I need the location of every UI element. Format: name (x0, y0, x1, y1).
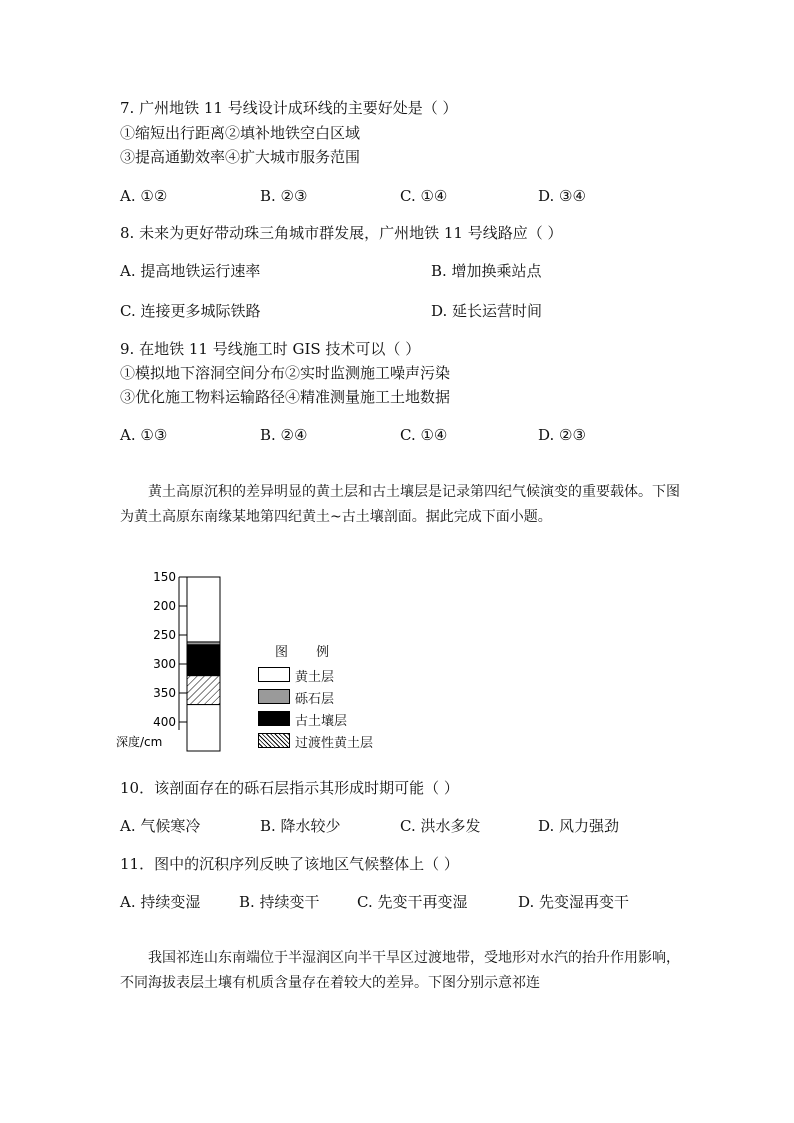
legend-swatch-3 (258, 733, 290, 748)
y-tick-label-250: 250 (153, 628, 176, 642)
y-axis-label: 深度/cm (116, 735, 163, 749)
y-tick-label-400: 400 (153, 715, 176, 729)
legend-label-0: 黄土层 (295, 670, 335, 685)
q9-item2: ③优化施工物料运输路径④精准测量施工土地数据 (120, 388, 451, 406)
q10-option-a[interactable]: A. 气候寒冷 (120, 817, 201, 835)
loess-profile-chart (110, 565, 410, 760)
layer-0 (187, 577, 220, 642)
legend-swatch-2 (258, 711, 290, 726)
y-tick-label-200: 200 (153, 599, 176, 613)
y-tick-label-150: 150 (153, 570, 176, 584)
q11-option-a[interactable]: A. 持续变湿 (120, 893, 201, 911)
legend-label-3: 过渡性黄土层 (295, 736, 374, 751)
q11-stem: 11．图中的沉积序列反映了该地区气候整体上（ ） (120, 855, 459, 873)
passage-loess: 黄土高原沉积的差异明显的黄土层和古土壤层是记录第四纪气候演变的重要载体。下图为黄土高原东南缘某地第四纪黄土~古土壤剖面。据此完成下面小题。 (120, 484, 680, 525)
q7-option-a[interactable]: A. ①② (120, 187, 168, 205)
q7-option-d[interactable]: D. ③④ (538, 187, 586, 205)
q11-option-b[interactable]: B. 持续变干 (239, 893, 320, 911)
q11-option-d[interactable]: D. 先变湿再变干 (518, 893, 630, 911)
q7-item1: ①缩短出行距离②填补地铁空白区域 (120, 124, 361, 142)
layer-3 (187, 676, 220, 705)
passage-qilian: 我国祁连山东南端位于半湿润区向半干旱区过渡地带，受地形对水汽的抬升作用影响，不同海拔表层土壤有机质含量存在着较大的差异。下图分别示意祁连 (120, 950, 680, 991)
q8-option-a[interactable]: A. 提高地铁运行速率 (120, 262, 261, 280)
q7-item2: ③提高通勤效率④扩大城市服务范围 (120, 148, 361, 166)
legend-label-2: 古土壤层 (295, 714, 348, 729)
q10-option-d[interactable]: D. 风力强劲 (538, 817, 620, 835)
layer-4 (187, 705, 220, 751)
q11-option-c[interactable]: C. 先变干再变湿 (357, 893, 468, 911)
q7-option-c[interactable]: C. ①④ (400, 187, 448, 205)
q8-stem: 8. 未来为更好带动珠三角城市群发展，广州地铁 11 号线路应（ ） (120, 224, 563, 242)
q10-stem: 10．该剖面存在的砾石层指示其形成时期可能（ ） (120, 779, 459, 797)
q8-option-b[interactable]: B. 增加换乘站点 (431, 262, 542, 280)
y-tick-label-300: 300 (153, 657, 176, 671)
q9-option-c[interactable]: C. ①④ (400, 426, 448, 444)
q10-option-b[interactable]: B. 降水较少 (260, 817, 341, 835)
q9-option-a[interactable]: A. ①③ (120, 426, 168, 444)
legend-label-1: 砾石层 (295, 692, 335, 707)
q9-item1: ①模拟地下溶洞空间分布②实时监测施工噪声污染 (120, 364, 451, 382)
q9-option-d[interactable]: D. ②③ (538, 426, 586, 444)
q9-option-b[interactable]: B. ②④ (260, 426, 308, 444)
y-tick-label-350: 350 (153, 686, 176, 700)
q10-option-c[interactable]: C. 洪水多发 (400, 817, 481, 835)
loess-profile-figure (110, 565, 410, 764)
legend-title: 图 例 (275, 645, 342, 660)
legend-swatch-1 (258, 689, 290, 704)
legend-swatch-0 (258, 667, 290, 682)
q9-stem: 9. 在地铁 11 号线施工时 GIS 技术可以（ ） (120, 340, 421, 358)
layer-2 (187, 645, 220, 676)
q8-option-c[interactable]: C. 连接更多城际铁路 (120, 302, 261, 320)
q7-option-b[interactable]: B. ②③ (260, 187, 308, 205)
q8-option-d[interactable]: D. 延长运营时间 (431, 302, 543, 320)
q7-stem: 7. 广州地铁 11 号线设计成环线的主要好处是（ ） (120, 99, 458, 117)
